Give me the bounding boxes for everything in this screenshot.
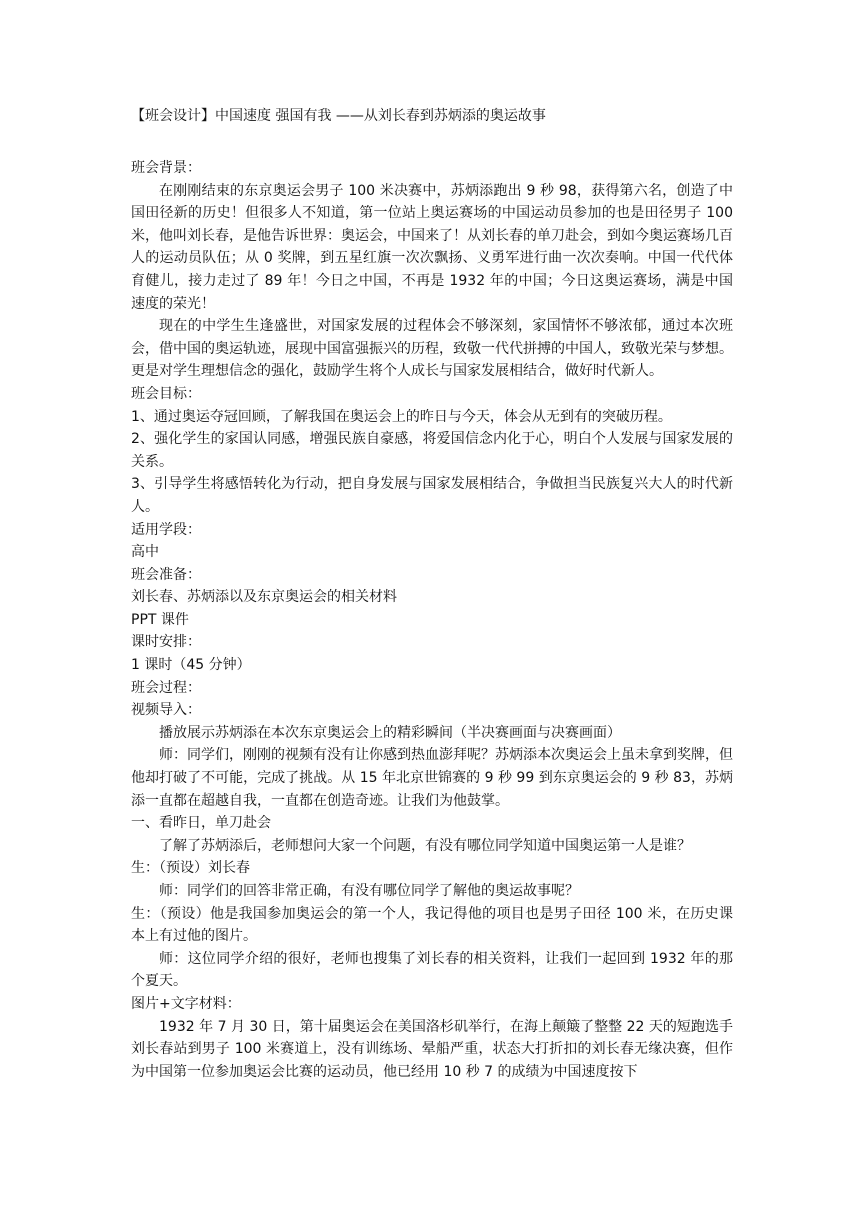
paragraph: 适用学段：	[131, 521, 201, 538]
paragraph: 播放展示苏炳添在本次东京奥运会上的精彩瞬间（半决赛画面与决赛画面）	[159, 724, 621, 741]
paragraph: 1 课时（45 分钟）	[131, 657, 251, 674]
paragraph: 图片+文字材料：	[131, 995, 241, 1012]
paragraph: 1932 年 7 月 30 日，第十届奥运会在美国洛杉矶举行，在海上颠簸了整整 22 天的短跑选手刘长春站到男子 100 米赛道上，没有训练场、晕船严重，状态大打折扣的刘长春无缘决赛，但作为中国第一位参加奥运会比赛的运动员，他已经用 10 秒 7 的成绩为中国速度按下	[131, 1018, 733, 1080]
paragraph: 课时安排：	[131, 634, 201, 651]
paragraph: 刘长春、苏炳添以及东京奥运会的相关材料	[131, 589, 397, 606]
paragraph: 高中	[131, 544, 159, 561]
paragraph: 1、通过奥运夺冠回顾，了解我国在奥运会上的昨日与今天，体会从无到有的突破历程。	[131, 408, 672, 425]
paragraph: 班会目标：	[131, 385, 201, 402]
paragraph: 师：同学们，刚刚的视频有没有让你感到热血澎拜呢？苏炳添本次奥运会上虽未拿到奖牌，但他却打破了不可能，完成了挑战。从 15 年北京世锦赛的 9 秒 99 到东京奥运会的 9 秒 83，苏炳添一直都在超越自我，一直都在创造奇迹。让我们为他鼓掌。	[131, 747, 733, 809]
paragraph: 在刚刚结束的东京奥运会男子 100 米决赛中，苏炳添跑出 9 秒 98，获得第六名，创造了中国田径新的历史！但很多人不知道，第一位站上奥运赛场的中国运动员参加的也是田径男子 100 米，他叫刘长春，是他告诉世界：奥运会，中国来了！从刘长春的单刀赴会，到如今奥运赛场几百人的运动员队伍；从 0 奖牌，到五星红旗一次次飘扬、义勇军进行曲一次次奏响。中国一代代体育健儿，接力走过了 89 年！今日之中国，不再是 1932 年的中国；今日这奥运赛场，满是中国速度的荣光！	[131, 182, 733, 312]
paragraph: 班会背景：	[131, 160, 201, 176]
paragraph: 生：（预设）刘长春	[131, 860, 250, 877]
paragraph: 班会准备：	[131, 566, 201, 583]
paragraph: 班会过程：	[131, 679, 201, 696]
document-title: 【班会设计】中国速度 强国有我 ——从刘长春到苏炳添的奥运故事	[131, 108, 546, 124]
paragraph: 视频导入：	[131, 702, 201, 719]
paragraph: 3、引导学生将感悟转化为行动，把自身发展与国家发展相结合，争做担当民族复兴大人的时代新人。	[131, 476, 733, 515]
paragraph: 一、看昨日，单刀赴会	[131, 815, 271, 832]
document-page	[131, 105, 733, 1083]
paragraph: 了解了苏炳添后，老师想问大家一个问题，有没有哪位同学知道中国奥运第一人是谁？	[159, 837, 691, 854]
paragraph: 师：同学们的回答非常正确，有没有哪位同学了解他的奥运故事呢？	[159, 883, 579, 899]
document-body	[131, 157, 733, 1083]
paragraph: 现在的中学生生逢盛世，对国家发展的过程体会不够深刻，家国情怀不够浓郁，通过本次班会，借中国的奥运轨迹，展现中国富强振兴的历程，致敬一代代拼搏的中国人，致敬光荣与梦想。更是对学生理想信念的强化，鼓励学生将个人成长与国家发展相结合，做好时代新人。	[131, 318, 733, 380]
paragraph: 2、强化学生的家国认同感，增强民族自豪感，将爱国信念内化于心，明白个人发展与国家发展的关系。	[131, 431, 733, 470]
paragraph: PPT 课件	[131, 611, 189, 628]
paragraph: 师：这位同学介绍的很好，老师也搜集了刘长春的相关资料，让我们一起回到 1932 年的那个夏天。	[131, 950, 733, 990]
paragraph: 生：（预设）他是我国参加奥运会的第一个人，我记得他的项目也是男子田径 100 米，在历史课本上有过他的图片。	[131, 905, 733, 945]
